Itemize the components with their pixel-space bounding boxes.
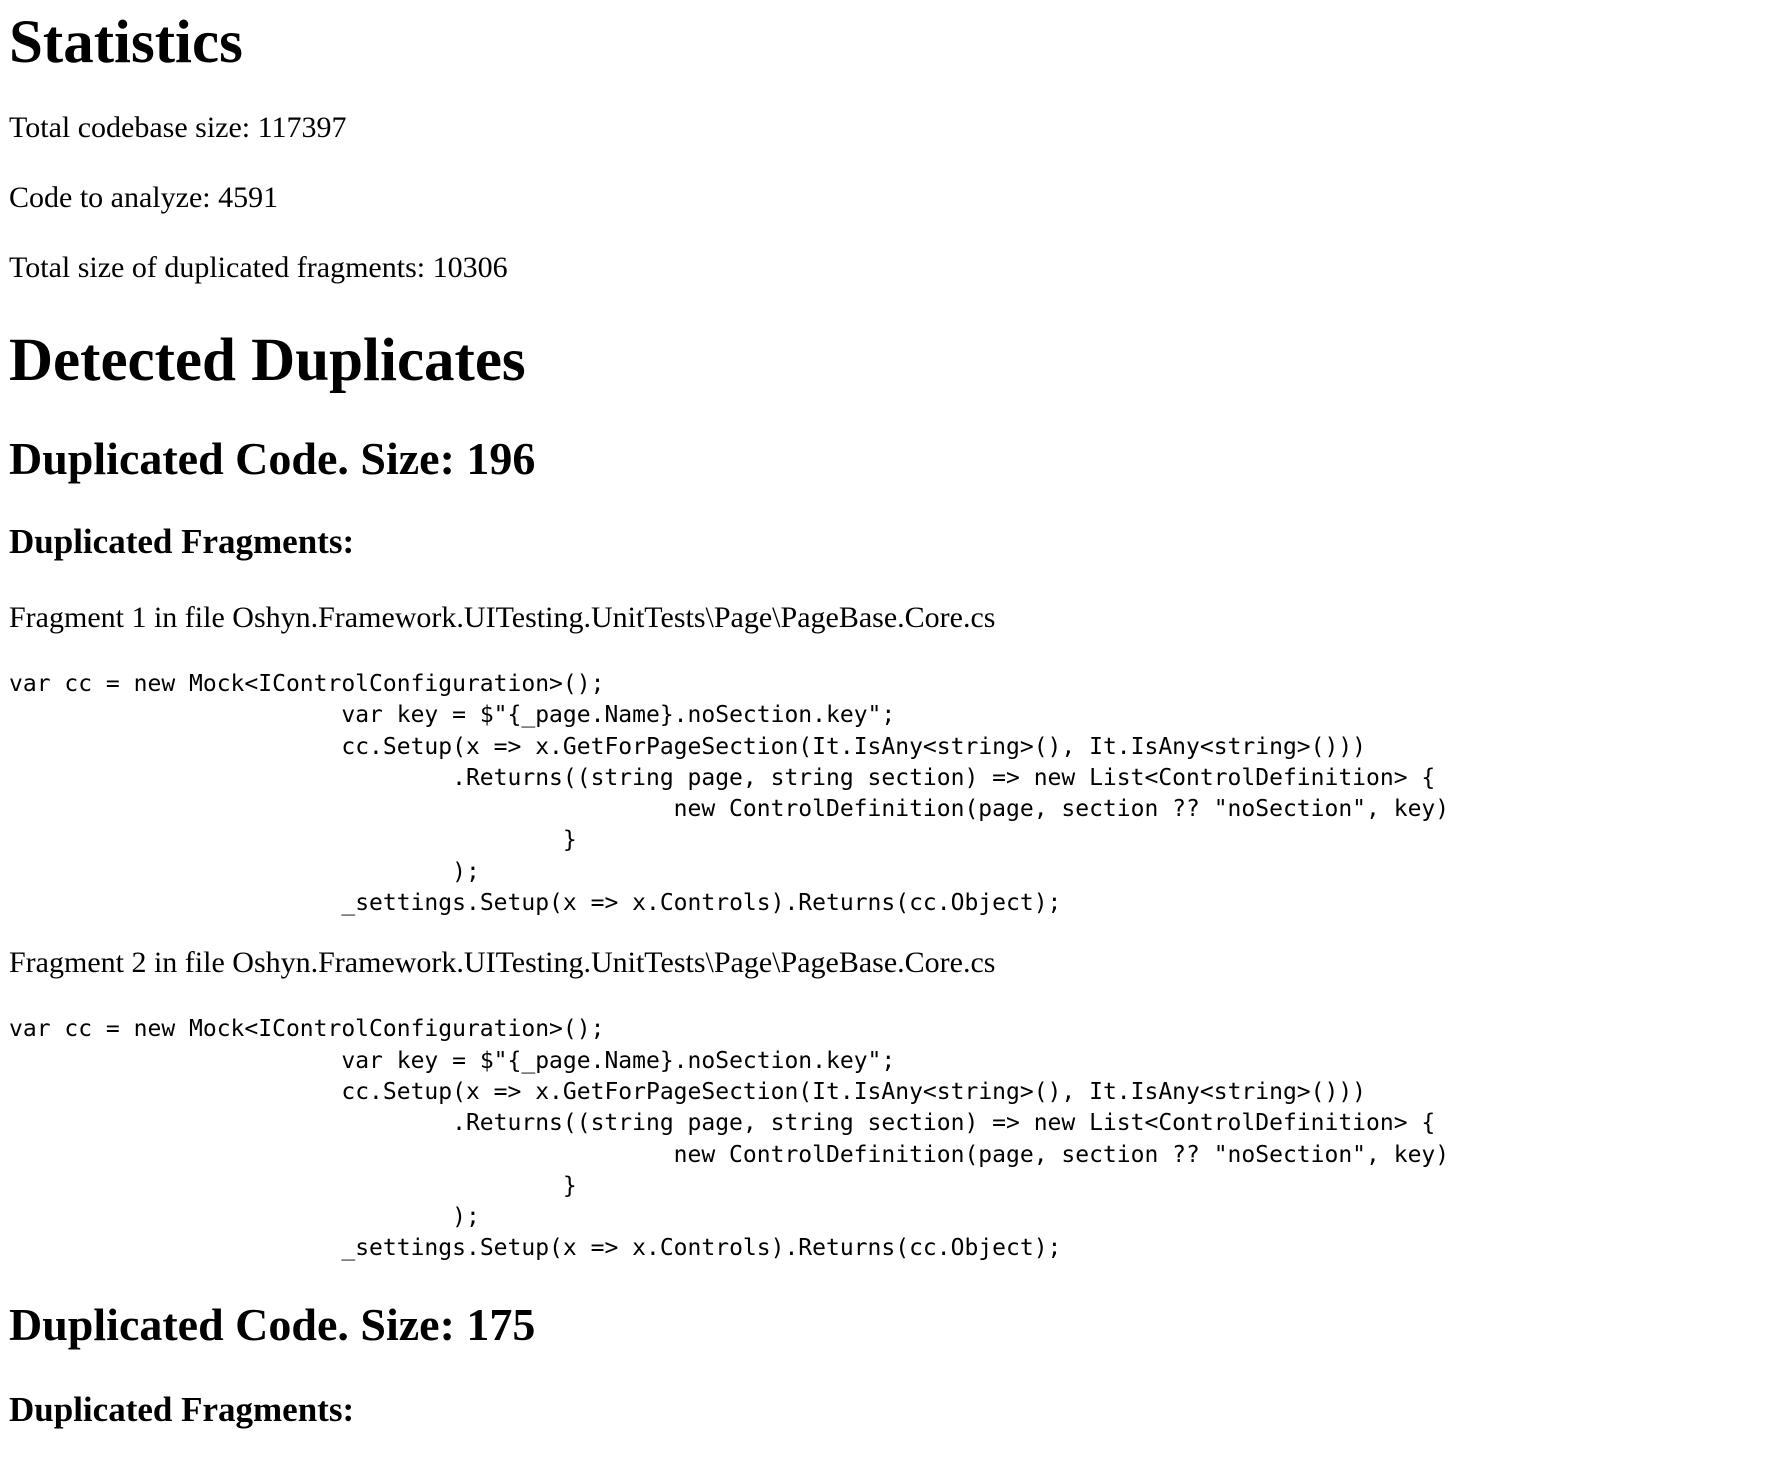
duplicate-group bbox=[9, 433, 1778, 1265]
code-to-analyze: Code to analyze: 4591 bbox=[9, 181, 279, 214]
fragment-file-label: Fragment 1 in file Oshyn.Framework.UITesting.UnitTests\Page\PageBase.Core.cs bbox=[9, 601, 996, 634]
fragment-code-block: var cc = new Mock<IControlConfiguration>(); var key = $"{_page.Name}.noSection.key"; cc.Setup(x => x.GetForPageSection(It.IsAny<string>(), It.IsAny<string>())) .Returns((string page, string section) => new List<ControlDefinition> { new ControlDefinition(page, section ?? "noSection", key) } ); _settings.Setup(x => x.Controls).Returns(cc.Object); bbox=[9, 1016, 1450, 1262]
duplicate-group bbox=[9, 1298, 1778, 1429]
detected-duplicates-title: Detected Duplicates bbox=[9, 327, 526, 394]
report-content bbox=[9, 0, 1778, 1427]
total-codebase-size: Total codebase size: 117397 bbox=[9, 111, 347, 144]
fragments-heading: Duplicated Fragments: bbox=[9, 522, 355, 561]
fragment-code-block: var cc = new Mock<IControlConfiguration>(); var key = $"{_page.Name}.noSection.key"; cc.Setup(x => x.GetForPageSection(It.IsAny<string>(), It.IsAny<string>())) .Returns((string page, string section) => new List<ControlDefinition> { new ControlDefinition(page, section ?? "noSection", key) } ); _settings.Setup(x => x.Controls).Returns(cc.Object); bbox=[9, 671, 1450, 917]
fragments-heading: Duplicated Fragments: bbox=[9, 1389, 355, 1429]
duplicate-size-title: Duplicated Code. Size: 196 bbox=[9, 433, 536, 484]
total-duplicated-size: Total size of duplicated fragments: 10306 bbox=[9, 251, 508, 284]
duplicate-size-title: Duplicated Code. Size: 175 bbox=[9, 1298, 536, 1350]
fragment-file-label: Fragment 2 in file Oshyn.Framework.UITesting.UnitTests\Page\PageBase.Core.cs bbox=[9, 946, 996, 980]
statistics-title: Statistics bbox=[9, 9, 243, 76]
